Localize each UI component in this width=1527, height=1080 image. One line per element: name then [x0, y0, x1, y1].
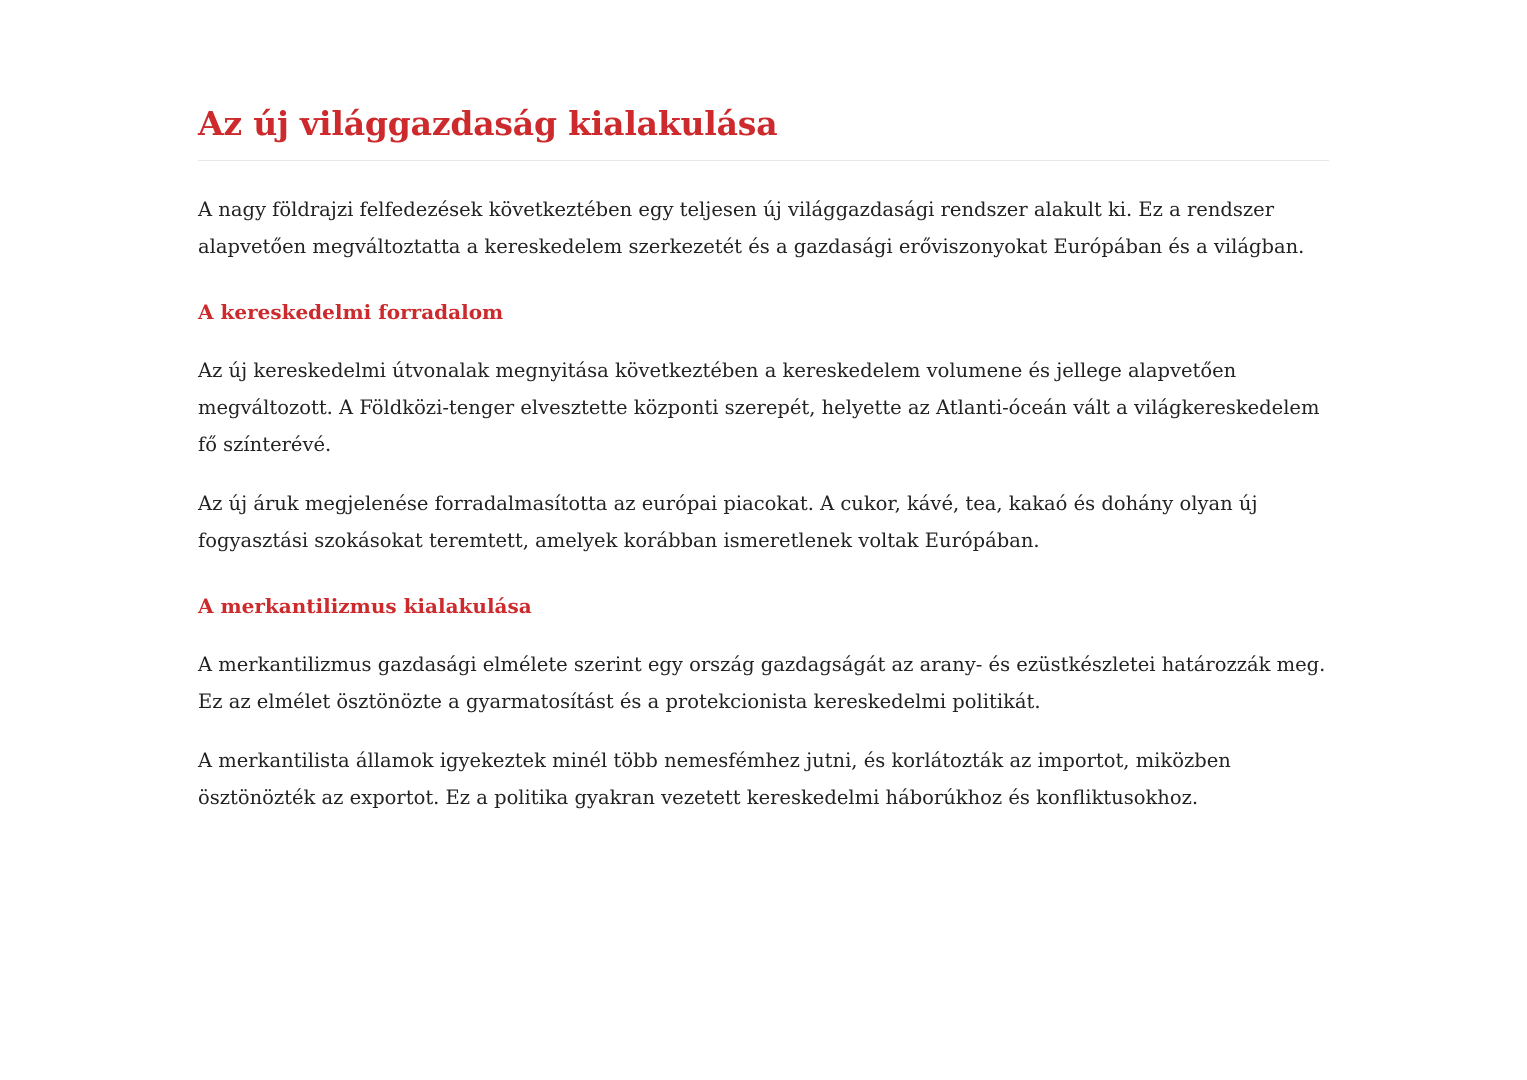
section-commerce: [198, 297, 1329, 559]
article: [198, 100, 1329, 816]
section-heading: A merkantilizmus kialakulása: [198, 594, 532, 618]
paragraph: A merkantilista államok igyekeztek minél több nemesfémhez jutni, és korlátozták az importot, miközben ösztönözték az exportot. Ez a politika gyakran vezetett kereskedelmi háborúkhoz és konfliktusokhoz.: [198, 749, 1231, 809]
paragraph: A merkantilizmus gazdasági elmélete szerint egy ország gazdagságát az arany- és ezüstkészletei határozzák meg. Ez az elmélet ösztönözte a gyarmatosítást és a protekcionista kereskedelmi politikát.: [198, 653, 1326, 713]
section-mercantilism: [198, 591, 1329, 816]
paragraph: Az új kereskedelmi útvonalak megnyitása következtében a kereskedelem volumene és jellege alapvetően megváltozott. A Földközi-tenger elvesztette központi szerepét, helyette az Atlanti-óceán vált a világkereskedelem fő színterévé.: [198, 359, 1320, 456]
paragraph: Az új áruk megjelenése forradalmasította az európai piacokat. A cukor, kávé, tea, kakaó és dohány olyan új fogyasztási szokásokat teremtett, amelyek korábban ismeretlenek voltak Európában.: [198, 492, 1258, 552]
intro-paragraph: A nagy földrajzi felfedezések következtében egy teljesen új világgazdasági rendszer alakult ki. Ez a rendszer alapvetően megváltoztatta a kereskedelem szerkezetét és a gazdasági erőviszonyokat Európában és a világban.: [198, 198, 1305, 258]
title-divider: [198, 160, 1329, 161]
page-title: Az új világgazdaság kialakulása: [198, 104, 778, 143]
section-heading: A kereskedelmi forradalom: [198, 300, 504, 324]
